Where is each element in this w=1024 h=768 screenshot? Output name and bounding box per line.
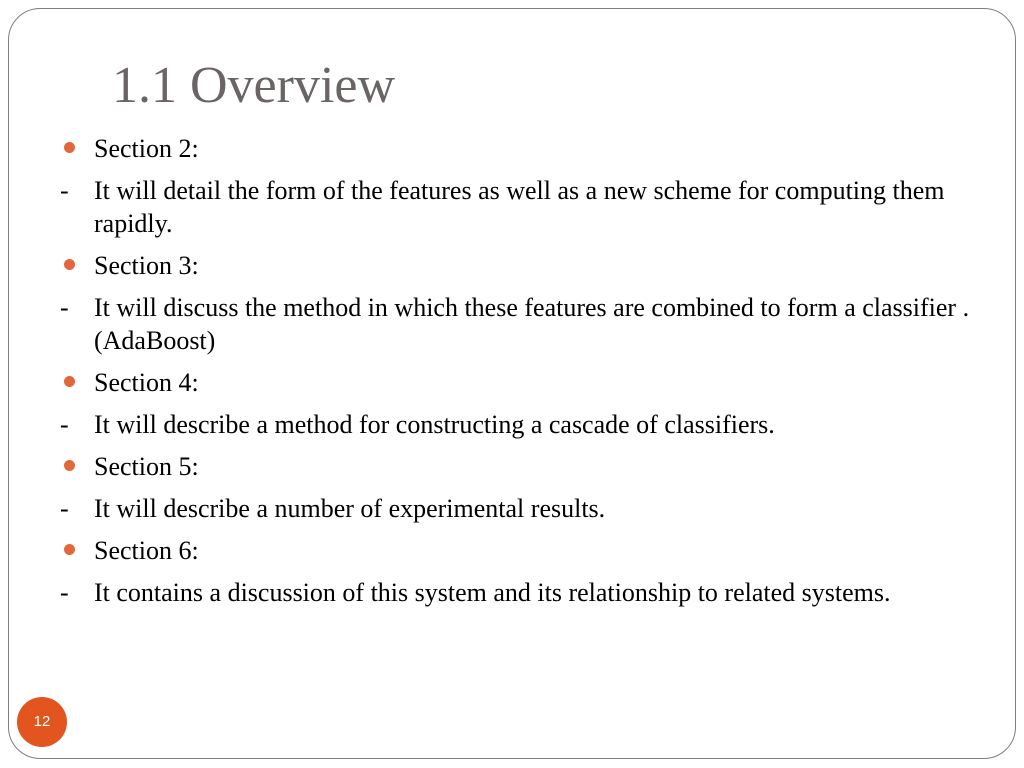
section-3-heading-item: [60, 249, 1010, 282]
section-6-description-item: [60, 576, 1010, 609]
bullet-dot-icon: [64, 544, 75, 555]
section-3-heading: Section 3:: [94, 251, 199, 280]
section-6-heading: Section 6:: [94, 536, 199, 565]
dash-marker: -: [60, 410, 69, 439]
section-5-heading: Section 5:: [94, 452, 199, 481]
dash-marker: -: [60, 176, 69, 205]
section-2-heading-item: [60, 132, 1010, 165]
dash-marker: -: [60, 494, 69, 523]
slide-content: [60, 132, 1010, 618]
page-number-badge: 12: [17, 697, 67, 747]
section-5-description: It will describe a number of experimental results.: [94, 494, 606, 523]
section-4-description: It will describe a method for constructing a cascade of classifiers.: [94, 410, 775, 439]
section-6-heading-item: [60, 534, 1010, 567]
section-4-description-item: [60, 408, 1010, 441]
dash-marker: -: [60, 578, 69, 607]
section-3-description-item: [60, 291, 1010, 357]
section-5-description-item: [60, 492, 1010, 525]
bullet-dot-icon: [64, 376, 75, 387]
bullet-dot-icon: [64, 259, 75, 270]
section-4-heading-item: [60, 366, 1010, 399]
section-4-heading: Section 4:: [94, 368, 199, 397]
section-6-description: It contains a discussion of this system and its relationship to related systems.: [94, 578, 891, 607]
section-2-heading: Section 2:: [94, 134, 199, 163]
dash-marker: -: [60, 293, 69, 322]
section-5-heading-item: [60, 450, 1010, 483]
bullet-dot-icon: [64, 460, 75, 471]
slide-title: 1.1 Overview: [112, 57, 396, 114]
section-3-description: It will discuss the method in which these features are combined to form a classifier .(AdaBoost): [94, 293, 970, 355]
section-2-description: It will detail the form of the features as well as a new scheme for computing them rapidly.: [94, 176, 945, 238]
section-2-description-item: [60, 174, 1010, 240]
bullet-dot-icon: [64, 142, 75, 153]
